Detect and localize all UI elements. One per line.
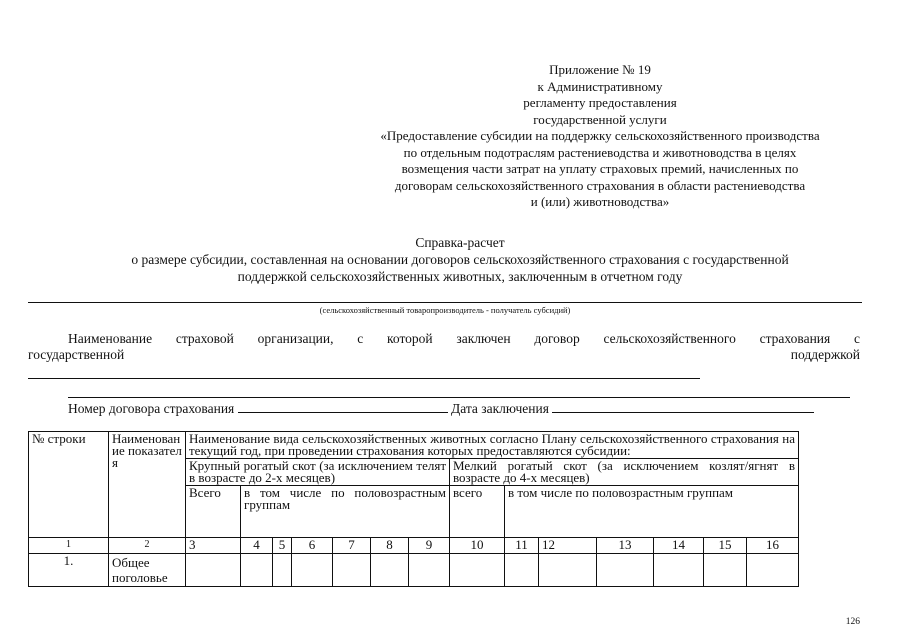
title-line: о размере субсидии, составленная на основании договоров сельскохозяйственного страхования с государственной: [131, 252, 789, 267]
producer-hint: (сельскохозяйственный товаропроизводитель - получатель субсидий): [319, 305, 571, 315]
table-cell[interactable]: [747, 554, 799, 587]
table-cell[interactable]: [597, 554, 654, 587]
row-number: 1.: [29, 554, 109, 587]
insurer-name-line[interactable]: [28, 378, 700, 379]
header-cattle-total: Всего: [186, 486, 241, 538]
title-line: поддержкой сельскохозяйственных животных, заключенным в отчетном году: [237, 269, 683, 284]
header-indicator: Наименование показателя: [109, 432, 186, 538]
appendix-line: «Предоставление субсидии на поддержку сельскохозяйственного производства: [380, 128, 820, 143]
table-cell[interactable]: [505, 554, 539, 587]
producer-line[interactable]: [28, 302, 862, 303]
appendix-line: регламенту предоставления: [523, 95, 677, 110]
contract-row: [68, 400, 868, 417]
table-cell[interactable]: [241, 554, 273, 587]
table-cell[interactable]: [273, 554, 292, 587]
appendix-line: по отдельным подотраслям растениеводства и животноводства в целях: [403, 144, 797, 160]
table-cell[interactable]: [371, 554, 409, 587]
appendix-line: Приложение № 19: [549, 62, 651, 77]
table-cell[interactable]: [704, 554, 747, 587]
column-number: 16: [747, 538, 799, 554]
column-number: 8: [371, 538, 409, 554]
header-small-cattle: Мелкий рогатый скот (за исключением козлят/ягнят в возрасте до 4-х месяцев): [450, 459, 799, 486]
document-title: [60, 234, 860, 285]
contract-date-label: Дата заключения: [451, 401, 549, 416]
appendix-line: договорам сельскохозяйственного страхования в области растениеводства: [394, 177, 806, 193]
table-row: [29, 554, 799, 587]
column-number: 1: [29, 538, 109, 554]
appendix-line: и (или) животноводства»: [530, 194, 670, 209]
appendix-line: к Административному: [537, 78, 663, 94]
header-cattle: Крупный рогатый скот (за исключением телят в возрасте до 2-х месяцев): [186, 459, 450, 486]
column-number: 9: [409, 538, 450, 554]
table-cell[interactable]: [292, 554, 333, 587]
table-cell[interactable]: [333, 554, 371, 587]
contract-date-field[interactable]: [552, 400, 814, 413]
table-cell[interactable]: [409, 554, 450, 587]
header-small-total: всего: [450, 486, 505, 538]
table-cell[interactable]: [539, 554, 597, 587]
header-row-no: № строки: [29, 432, 109, 538]
subsidy-table: [28, 431, 799, 587]
appendix-header: [330, 62, 870, 211]
appendix-line: государственной услуги: [533, 111, 667, 127]
insurer-name-line-2[interactable]: [68, 397, 850, 398]
title-heading: Справка-расчет: [415, 235, 505, 250]
column-number: 4: [241, 538, 273, 554]
appendix-line: возмещения части затрат на уплату страховых премий, начисленных по: [401, 161, 799, 176]
column-number: 12: [539, 538, 597, 554]
insurer-label-left: государственной: [28, 347, 125, 362]
column-number: 15: [704, 538, 747, 554]
header-cattle-subgroups: в том числе по половозрастным группам: [241, 486, 450, 538]
page-number: 126: [845, 617, 860, 627]
column-number: 7: [333, 538, 371, 554]
column-number: 14: [654, 538, 704, 554]
contract-number-field[interactable]: [238, 400, 448, 413]
contract-number-label: Номер договора страхования: [68, 401, 235, 416]
insurer-label-cont: [28, 347, 860, 363]
column-number: 13: [597, 538, 654, 554]
insurer-label: Наименование страховой организации, с которой заключен договор сельскохозяйственного страхования с: [68, 331, 860, 346]
column-number: 10: [450, 538, 505, 554]
header-small-subgroups: в том числе по половозрастным группам: [505, 486, 799, 538]
table-cell[interactable]: [654, 554, 704, 587]
header-animal-types: Наименование вида сельскохозяйственных животных согласно Плану сельскохозяйственного страхования на текущий год, при проведении страхования которых предоставляются субсидии:: [186, 432, 799, 459]
column-number: 5: [273, 538, 292, 554]
column-number: 6: [292, 538, 333, 554]
column-number: 11: [505, 538, 539, 554]
row-name: Общее поголовье: [109, 554, 186, 587]
insurer-label-right: поддержкой: [790, 347, 860, 362]
column-number: 3: [186, 538, 241, 554]
table-cell[interactable]: [450, 554, 505, 587]
column-number-row: [29, 538, 799, 554]
column-number: 2: [109, 538, 186, 554]
table-cell[interactable]: [186, 554, 241, 587]
